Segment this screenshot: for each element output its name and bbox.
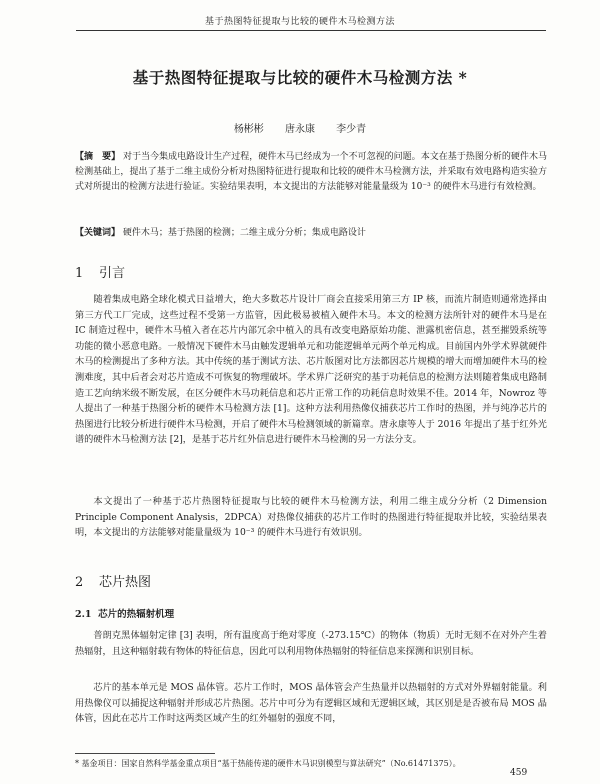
section-2-paragraph-2: 芯片的基本单元是 MOS 晶体管。芯片工作时，MOS 晶体管会产生热量并以热辐射的方式对外界辐射能量。利用热像仪可以捕捉这种辐射并形成芯片热图。芯片中可分为有逻辑区域和无逻辑区域，其区别是是否被布局 MOS 晶体管，因此在芯片工作时这两类区域产生的红外辐射的强度不同， bbox=[75, 682, 547, 725]
footnote-rule bbox=[75, 753, 215, 754]
section-number: 1 bbox=[75, 266, 84, 281]
subsection-title: 芯片的热辐射机理 bbox=[98, 609, 175, 620]
keywords-label: 【关键词】 bbox=[75, 228, 121, 238]
subsection-2-1-heading bbox=[75, 606, 174, 620]
keywords-text: 硬件木马；基于热图的检测；二维主成分分析；集成电路设计 bbox=[122, 228, 366, 238]
page-number: 459 bbox=[510, 768, 528, 778]
section-2-paragraph-1: 普朗克黑体辐射定律 [3] 表明，所有温度高于绝对零度（-273.15℃）的物体（物质）无时无刻不在对外产生着热辐射，且这种辐射载有物体的特征信息，因此可以利用物体热辐射的特征信息来探测和识别目标。 bbox=[75, 630, 547, 657]
subsection-number: 2.1 bbox=[75, 609, 92, 620]
section-title: 芯片热图 bbox=[99, 575, 152, 590]
abstract-text: 对于当今集成电路设计生产过程，硬件木马已经成为一个不可忽视的问题。本文在基于热图分析的硬件木马检测基础上，提出了基于二维主成份分析对热图特征进行提取和比较的硬件木马检测方法，并采取有效电路构造实验方式对所提出的检测方法进行验证。实验结果表明，本文提出的方法能够对能量量级为 10⁻³ 的硬件木马进行有效检测。 bbox=[75, 152, 547, 192]
abstract bbox=[75, 150, 547, 195]
running-head: 基于热图特征提取与比较的硬件木马检测方法 bbox=[204, 17, 395, 27]
header-rule bbox=[76, 30, 546, 31]
section-1-paragraph-1: 随着集成电路全球化模式日益增大，绝大多数芯片设计厂商会直接采用第三方 IP 核，而流片制造则通常选择由第三方代工厂完成，这些过程不受第一方监管，因此极易被植入硬件木马。本文的检测方法所针对的硬件木马是在 IC 制造过程中，硬件木马植入者在芯片内部冗余中植入的具有改变电路原始功能、泄露机密信息，甚至摧毁系统等功能的微小恶意电路。一般情况下硬件木马由触发逻辑单元和功能逻辑单元两个单元构成。目前国内外学术界就硬件木马的检测提出了多种方法。其中传统的基于测试方法、芯片版图对比方法都因芯片规模的增大而增加硬件木马的检测难度，其中后者会对芯片造成不可恢复的物理破坏。学术界广泛研究的基于功耗信息的检测方法则随着集成电路制造工艺向纳米级不断发展，在区分硬件木马功耗信息和芯片正常工作的功耗信息时效果不佳。2014 年，Nowroz 等人提出了一种基于热图分析的硬件木马检测方法 [1]。这种方法利用热像仪捕获芯片工作时的热图，并与纯净芯片的热图进行比较分析进行硬件木马检测，开启了硬件木马检测领域的新篇章。唐永康等人于 2016 年提出了基于红外光谱的硬件木马检测方法 [2]，是基于芯片红外信息进行硬件木马检测的另一方法分支。 bbox=[75, 294, 547, 446]
section-2-heading bbox=[75, 571, 151, 590]
author-list: 杨彬彬 唐永康 李少青 bbox=[233, 124, 367, 135]
section-1-paragraph-2: 本文提出了一种基于芯片热图特征提取与比较的硬件木马检测方法，利用二维主成分分析（2 Dimension Principle Component Analysis，2DPCA）对热像仪捕获的芯片工作时的热图进行特征提取并比较，实验结果表明，本文提出的方法能够对能量量级为 10⁻³ 的硬件木马进行有效识别。 bbox=[75, 496, 547, 539]
section-title: 引言 bbox=[99, 266, 126, 281]
section-1-heading bbox=[75, 262, 125, 281]
abstract-label: 【摘 要】 bbox=[75, 152, 121, 162]
keywords bbox=[75, 226, 547, 241]
paper-title: 基于热图特征提取与比较的硬件木马检测方法 * bbox=[132, 68, 468, 87]
section-number: 2 bbox=[75, 575, 84, 590]
footnote: * 基金项目：国家自然科学基金重点项目“基于热能传递的硬件木马识别模型与算法研究”（No.61471375）。 bbox=[75, 759, 461, 768]
